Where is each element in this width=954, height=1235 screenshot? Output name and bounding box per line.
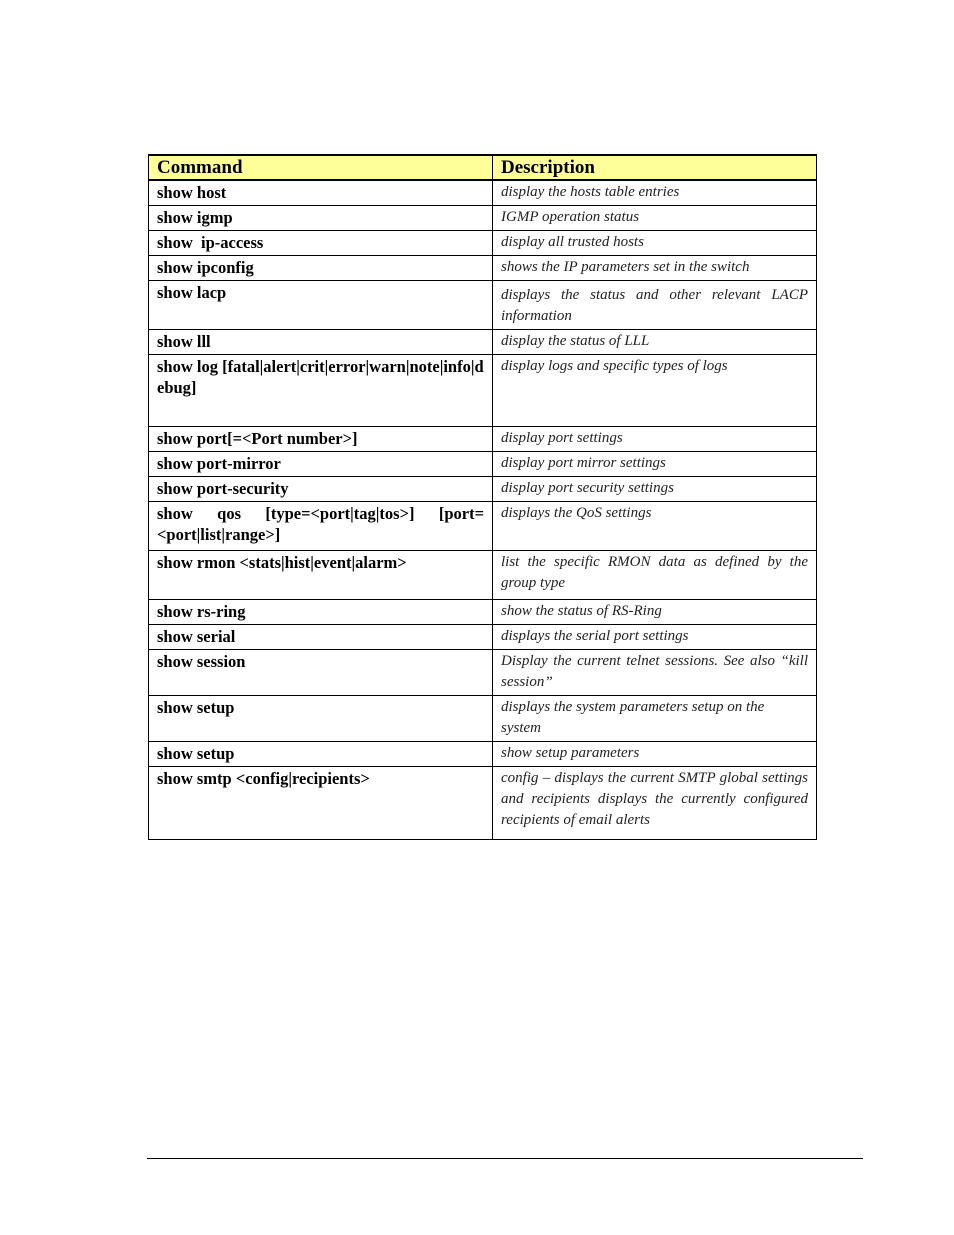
- command-cell: show session: [149, 650, 493, 696]
- description-cell: shows the IP parameters set in the switch: [493, 256, 817, 281]
- table-row: [149, 502, 817, 551]
- description-cell: display the status of LLL: [493, 330, 817, 355]
- table-row: [149, 742, 817, 767]
- description-cell: display all trusted hosts: [493, 231, 817, 256]
- description-cell: display port settings: [493, 427, 817, 452]
- description-cell: displays the status and other relevant LACP information: [493, 281, 817, 330]
- table-row: [149, 767, 817, 840]
- description-cell: display the hosts table entries: [493, 180, 817, 206]
- header-description: Description: [493, 155, 817, 180]
- table-row: [149, 231, 817, 256]
- table-header-row: [149, 155, 817, 180]
- description-cell: list the specific RMON data as defined by the group type: [493, 551, 817, 600]
- command-cell: show lll: [149, 330, 493, 355]
- description-cell: displays the QoS settings: [493, 502, 817, 551]
- description-cell: Display the current telnet sessions. See also “kill session”: [493, 650, 817, 696]
- table-row: [149, 625, 817, 650]
- table-row: [149, 281, 817, 330]
- table-row: [149, 452, 817, 477]
- command-cell: show log [fatal|alert|crit|error|warn|note|info|debug]: [149, 355, 493, 427]
- command-cell: show rs-ring: [149, 600, 493, 625]
- header-command: Command: [149, 155, 493, 180]
- command-cell: show igmp: [149, 206, 493, 231]
- command-cell: show port-security: [149, 477, 493, 502]
- command-cell: show port[=<Port number>]: [149, 427, 493, 452]
- command-cell: show ip-access: [149, 231, 493, 256]
- command-cell: show rmon <stats|hist|event|alarm>: [149, 551, 493, 600]
- description-cell: show setup parameters: [493, 742, 817, 767]
- command-cell: show smtp <config|recipients>: [149, 767, 493, 840]
- description-cell: display port mirror settings: [493, 452, 817, 477]
- table-row: [149, 427, 817, 452]
- command-cell: show qos [type=<port|tag|tos>] [port=<port|list|range>]: [149, 502, 493, 551]
- command-cell: show setup: [149, 696, 493, 742]
- table-row: [149, 650, 817, 696]
- footer-rule: [147, 1158, 863, 1159]
- command-cell: show serial: [149, 625, 493, 650]
- table-row: [149, 180, 817, 206]
- command-cell: show lacp: [149, 281, 493, 330]
- table-row: [149, 206, 817, 231]
- table-row: [149, 330, 817, 355]
- description-cell: show the status of RS-Ring: [493, 600, 817, 625]
- table-row: [149, 256, 817, 281]
- description-cell: IGMP operation status: [493, 206, 817, 231]
- command-table: [148, 154, 817, 840]
- command-cell: show host: [149, 180, 493, 206]
- description-cell: displays the serial port settings: [493, 625, 817, 650]
- table-row: [149, 600, 817, 625]
- table-row: [149, 355, 817, 427]
- command-cell: show setup: [149, 742, 493, 767]
- table-row: [149, 477, 817, 502]
- table-row: [149, 551, 817, 600]
- description-cell: displays the system parameters setup on the system: [493, 696, 817, 742]
- description-cell: display port security settings: [493, 477, 817, 502]
- command-cell: show ipconfig: [149, 256, 493, 281]
- table-row: [149, 696, 817, 742]
- command-cell: show port-mirror: [149, 452, 493, 477]
- description-cell: config – displays the current SMTP global settings and recipients displays the currently configured recipients of email alerts: [493, 767, 817, 840]
- description-cell: display logs and specific types of logs: [493, 355, 817, 427]
